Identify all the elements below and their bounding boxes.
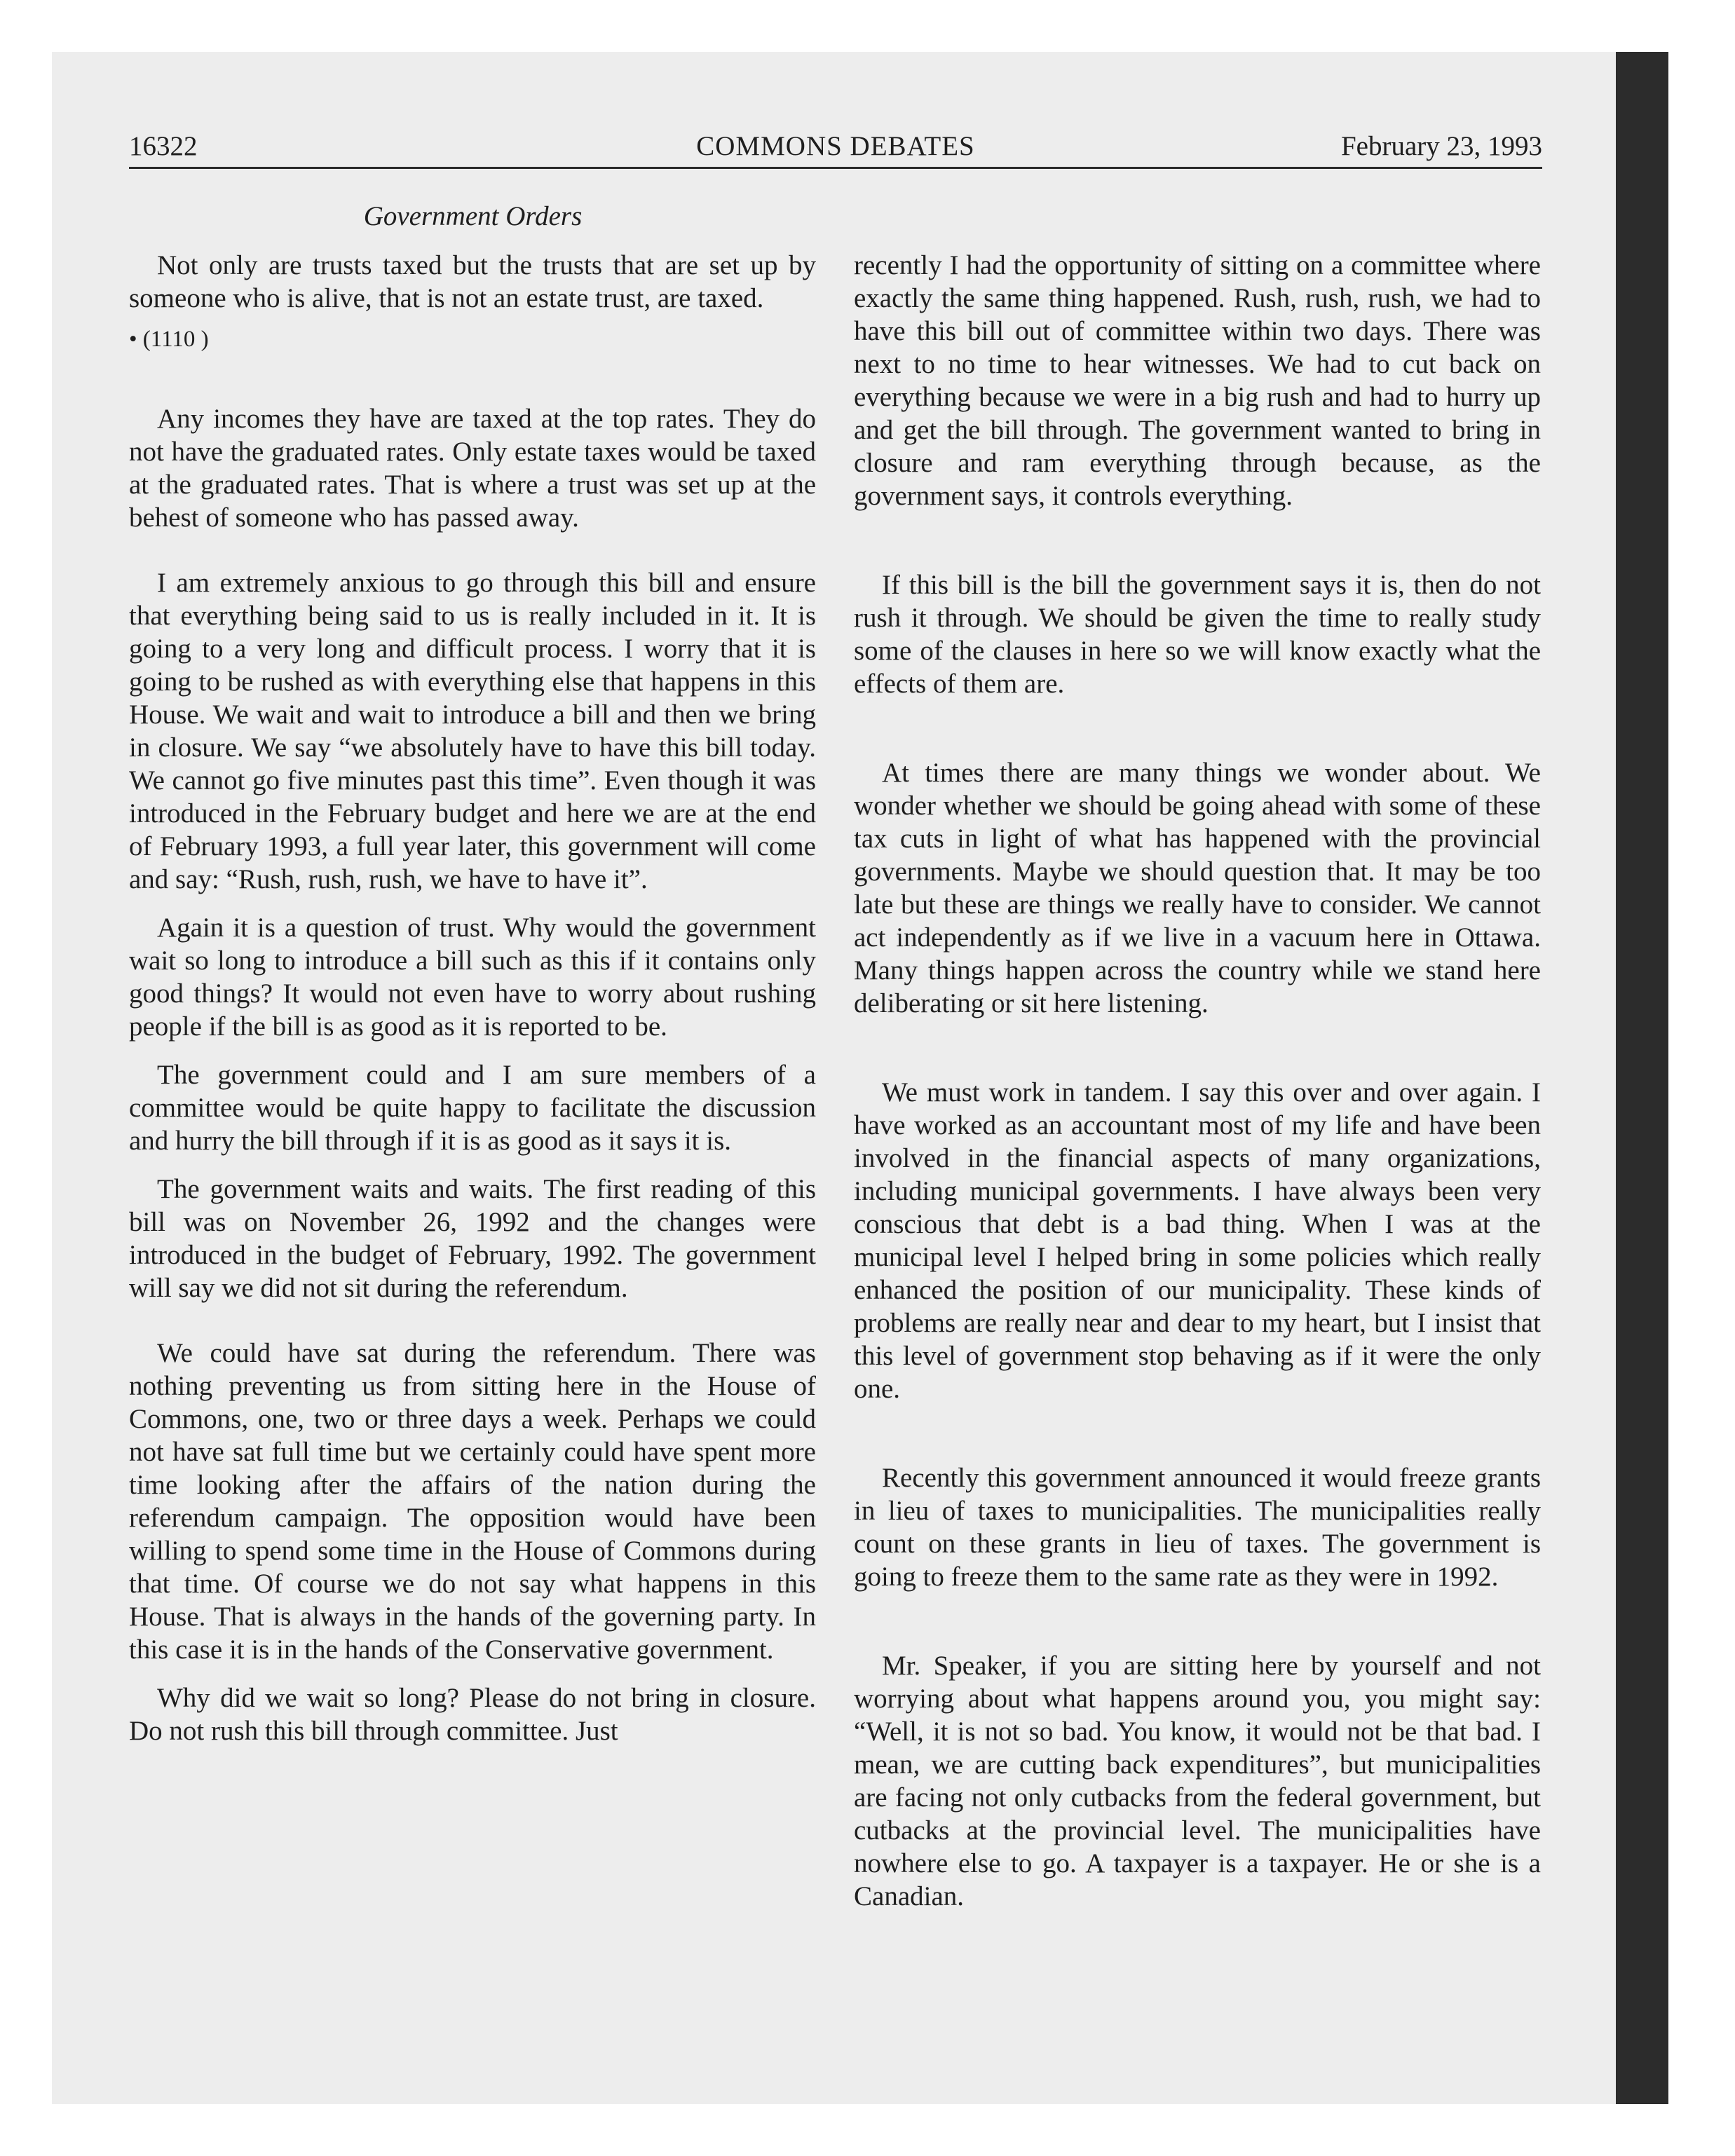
time-marker: • (1110 ) [129,327,209,352]
left-paragraph-7: We could have sat during the referendum. There was nothing preventing us from sitting here in the House of Commons, one, two or three days a week. Perhaps we could not have sat full time but we certainly could have spent more time looking after the affairs of the nation during the referendum campaign. The opposition would have been willing to spend some time in the House of Commons during that time. Of course we do not say what happens in this House. That is always in the hands of the governing party. In this case it is in the hands of the Conservative government. [129,1338,816,1665]
running-header [129,128,1542,169]
left-paragraph-1: Not only are trusts taxed but the trusts that are set up by someone who is alive, that is not an estate trust, are taxed. [129,250,816,313]
right-column [854,249,1541,1913]
right-paragraph-6: Mr. Speaker, if you are sitting here by yourself and not worrying about what happens around you, you might say: “Well, it is not so bad. You know, it would not be that bad. I mean, we are cutting back expenditures”, but municipalities are facing not only cutbacks from the federal government, but cutbacks at the provincial level. The municipalities have nowhere else to go. A taxpayer is a taxpayer. He or she is a Canadian. [854,1651,1541,1911]
left-paragraph-8: Why did we wait so long? Please do not bring in closure. Do not rush this bill through committee. Just [129,1683,816,1746]
right-paragraph-3: At times there are many things we wonder about. We wonder whether we should be going ahead with some of these tax cuts in light of what has happened with the provincial governments. Maybe we should question that. It may be too late but these are things we really have to consider. We cannot act independently as if we live in a vacuum here in Ottawa. Many things happen across the country while we stand here deliberating or sit here listening. [854,758,1541,1018]
left-paragraph-5: The government could and I am sure members of a committee would be quite happy to facilitate the discussion and hurry the bill through if it is as good as it says it is. [129,1060,816,1156]
section-title: Government Orders [363,201,583,231]
right-paragraph-5: Recently this government announced it would freeze grants in lieu of taxes to municipalities. The municipalities really count on these grants in lieu of taxes. The government is going to freeze them to the same rate as they were in 1992. [854,1463,1541,1592]
right-paragraph-1: recently I had the opportunity of sitting on a committee where exactly the same thing happened. Rush, rush, rush, we had to have this bill out of committee within two days. There was next to no time to hear witnesses. We had to cut back on everything because we were in a big rush and had to hurry up and get the bill through. The government wanted to bring in closure and ram everything through because, as the government says, it controls everything. [854,250,1541,511]
left-paragraph-3: I am extremely anxious to go through this bill and ensure that everything being said to us is really included in it. It is going to a very long and difficult process. I worry that it is going to be rushed as with everything else that happens in this House. We wait and wait to introduce a bill and then we bring in closure. We say “we absolutely have to have this bill today. We cannot go five minutes past this time”. Even though it was introduced in the February budget and here we are at the end of February 1993, a full year later, this government will come and say: “Rush, rush, rush, we have to have it”. [129,568,816,894]
publication-title: COMMONS DEBATES [696,131,975,161]
page-number: 16322 [129,131,198,161]
left-column [129,249,816,1747]
scan-binding-edge [1616,52,1668,2104]
left-paragraph-6: The government waits and waits. The first reading of this bill was on November 26, 1992 and the changes were introduced in the budget of February, 1992. The government will say we did not sit during the referendum. [129,1174,816,1303]
left-paragraph-2: Any incomes they have are taxed at the top rates. They do not have the graduated rates. Only estate taxes would be taxed at the graduated rates. That is where a trust was set up at the behest of someone who has passed away. [129,404,816,533]
issue-date: February 23, 1993 [1340,131,1542,161]
left-paragraph-4: Again it is a question of trust. Why would the government wait so long to introduce a bill such as this if it contains only good things? It would not even have to worry about rushing people if the bill is as good as it is reported to be. [129,913,816,1042]
right-paragraph-4: We must work in tandem. I say this over and over again. I have worked as an accountant most of my life and have been involved in the financial aspects of many organizations, including municipal governments. I have always been very conscious that debt is a bad thing. When I was at the municipal level I helped bring in some policies which really enhanced the position of our municipality. These kinds of problems are really near and dear to my heart, but I insist that this level of government stop behaving as if it were the only one. [854,1077,1541,1404]
right-paragraph-2: If this bill is the bill the government says it is, then do not rush it through. We should be given the time to really study some of the clauses in here so we will know exactly what the effects of them are. [854,570,1541,699]
